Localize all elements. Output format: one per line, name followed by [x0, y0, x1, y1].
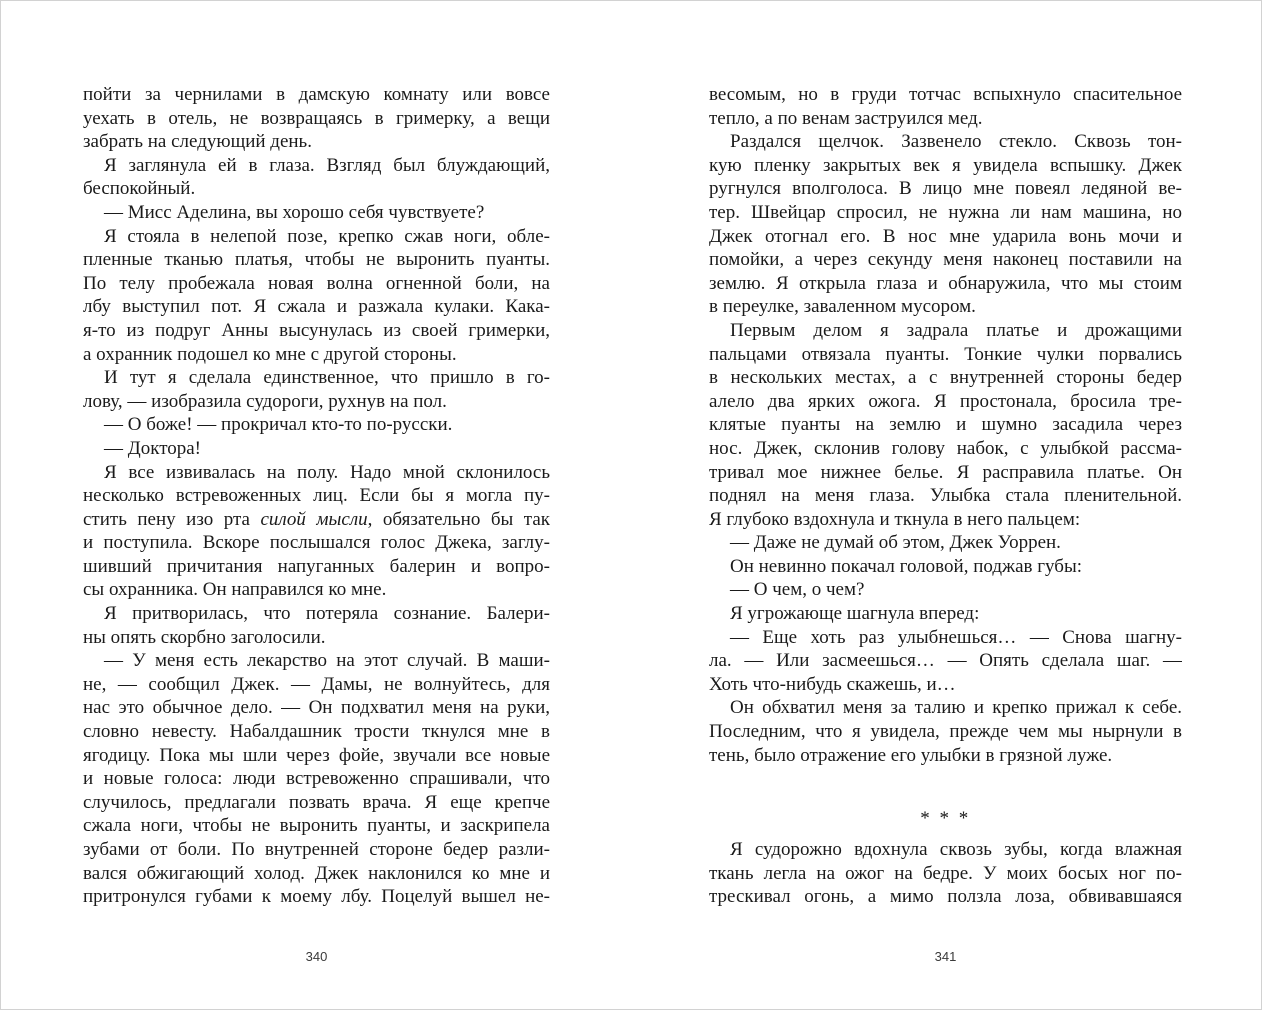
text-line: трескивал огонь, а мимо ползла лоза, обвивавшаяся	[709, 886, 1182, 908]
text-line: — Мисс Аделина, вы хорошо себя чувствуете?	[104, 201, 485, 223]
text-line: уехать в отель, не возвращаясь в гримерку, а вещи	[83, 107, 550, 129]
text-line: сжала ноги, чтобы не выронить пуанты, и заскрипела	[83, 815, 550, 837]
text-line: Он обхватил меня за талию и крепко прижал к себе.	[730, 697, 1182, 719]
text-line: И тут я сделала единственное, что пришло в го-	[104, 367, 550, 389]
text-line: ны опять скорбно заголосили.	[83, 626, 326, 648]
text-line: тень, было отражение его улыбки в грязной луже.	[709, 744, 1113, 766]
text-line: землю. Я открыла глаза и обнаружила, что мы стоим	[709, 272, 1182, 294]
emphasis-text: силой мысли	[260, 508, 368, 530]
text-line: пальцами отвязала пуанты. Тонкие чулки порвались	[709, 343, 1182, 365]
text-line: нос. Джек, склонив голову набок, с улыбкой рассма-	[709, 437, 1182, 459]
right-page	[631, 0, 1262, 1010]
text-line: — О чем, о чем?	[730, 579, 865, 601]
text-line: — Доктора!	[104, 437, 202, 459]
text-line: я-то из подруг Анны высунулась из своей гримерки,	[83, 319, 550, 341]
text-line: в переулке, заваленном мусором.	[709, 296, 976, 318]
text-line: несколько встревоженных лиц. Если бы я могла пу-	[83, 485, 550, 507]
text-line: Я судорожно вдохнула сквозь зубы, когда влажная	[730, 839, 1182, 861]
text-line: Я угрожающе шагнула вперед:	[730, 603, 980, 625]
text-line: Последним, что я увидела, прежде чем мы нырнули в	[709, 721, 1182, 743]
text-line: Я притворилась, что потеряла сознание. Балери-	[104, 603, 550, 625]
text-line: — У меня есть лекарство на этот случай. В маши-	[104, 650, 550, 672]
text-line: — О боже! — прокричал кто-то по-русски.	[104, 414, 453, 436]
text-line: Я заглянула ей в глаза. Взгляд был блуждающий,	[104, 154, 550, 176]
text-line: Я все извивалась на полу. Надо мной склонилось	[104, 461, 550, 483]
text-line: тепло, а по венам заструился мед.	[709, 107, 983, 129]
page-number: 341	[934, 949, 957, 964]
text-line: шивший причитания напуганных балерин и вопро-	[83, 555, 550, 577]
text-line: алело два ярких ожога. Я простонала, бросила тре-	[709, 390, 1182, 412]
text-line: Он невинно покачал головой, поджав губы:	[730, 555, 1083, 577]
text-line: притронулся губами к моему лбу. Поцелуй вышел не-	[83, 886, 550, 908]
text-line: не, — сообщил Джек. — Дамы, не волнуйтесь, для	[83, 673, 550, 695]
text-line: — Еще хоть раз улыбнешься… — Снова шагну-	[730, 626, 1182, 648]
text-line: помойки, а через секунду меня наконец поставили на	[709, 249, 1182, 271]
text-line	[83, 508, 550, 532]
text-line: и поступила. Вскоре послышался голос Джека, заглу-	[83, 532, 550, 554]
text-line: лову, — изобразила судороги, рухнув на пол.	[83, 390, 447, 412]
text-line: ягодицу. Пока мы шли через фойе, звучали все новые	[83, 744, 550, 766]
text-line: Первым делом я задрала платье и дрожащими	[730, 319, 1182, 341]
text-line: Я стояла в нелепой позе, крепко сжав ноги, обле-	[104, 225, 550, 247]
text-column	[83, 83, 550, 909]
text-line: и новые голоса: люди встревоженно спрашивали, что	[83, 768, 550, 790]
text-line: пойти за чернилами в дамскую комнату или вовсе	[83, 84, 550, 105]
text-line: — Даже не думай об этом, Джек Уоррен.	[730, 532, 1061, 554]
text-line: случилось, предлагали позвать врача. Я еще крепче	[83, 791, 550, 813]
text-line: тер. Швейцар спросил, не нужна ли нам машина, но	[709, 201, 1182, 223]
text-line: Раздался щелчок. Зазвенело стекло. Сквозь тон-	[730, 131, 1182, 153]
text-line: а охранник подошел ко мне с другой стороны.	[83, 343, 457, 365]
text-line: нас это обычное дело. — Он подхватил меня на руки,	[83, 697, 550, 719]
text-line: клятые пуанты на землю и шумно засадила через	[709, 414, 1182, 436]
text-line: сы охранника. Он направился ко мне.	[83, 579, 387, 601]
text-line: в нескольких местах, а с внутренней стороны бедер	[709, 367, 1182, 389]
text-line: вался обжигающий холод. Джек наклонился ко мне и	[83, 862, 550, 884]
text-line: зубами от боли. По внутренней стороне бедер разли-	[83, 839, 550, 860]
text-column	[709, 83, 1182, 909]
text-line: пленные тканью платья, чтобы не выронить пуанты.	[83, 249, 550, 271]
text-segment: стить пену изо рта	[83, 508, 261, 530]
text-line: лбу выступил пот. Я сжала и разжала кулаки. Кака-	[83, 296, 550, 318]
text-line: кую пленку закрытых век я увидела вспышку. Джек	[709, 154, 1182, 176]
page-number: 340	[305, 949, 328, 964]
text-segment: , обязательно бы так	[367, 508, 550, 530]
text-line: Джек отогнал его. В нос мне ударила вонь мочи и	[709, 225, 1182, 247]
text-line: ла. — Или засмеешься… — Опять сделала шаг. —	[709, 650, 1182, 672]
text-line: беспокойный.	[83, 178, 196, 200]
text-line: словно невесту. Набалдашник трости ткнулся мне в	[83, 721, 550, 743]
text-line: весомым, но в груди тотчас вспыхнуло спасительное	[709, 84, 1182, 105]
text-line: забрать на следующий день.	[83, 131, 312, 153]
text-line: ткань легла на ожог на бедре. У моих босых ног по-	[709, 862, 1182, 884]
text-line: ругнулся вполголоса. В лицо мне повеял ледяной ве-	[709, 178, 1182, 200]
text-line: тривал мое нижнее белье. Я расправила платье. Он	[709, 461, 1182, 483]
text-line: поднял на меня глаза. Улыбка стала пленительной.	[709, 485, 1182, 507]
section-break: * * *	[920, 808, 971, 830]
text-line: Хоть что-нибудь скажешь, и…	[709, 673, 956, 695]
text-line: По телу пробежала новая волна огненной боли, на	[83, 272, 550, 294]
text-line: Я глубоко вздохнула и ткнула в него пальцем:	[709, 508, 1081, 530]
